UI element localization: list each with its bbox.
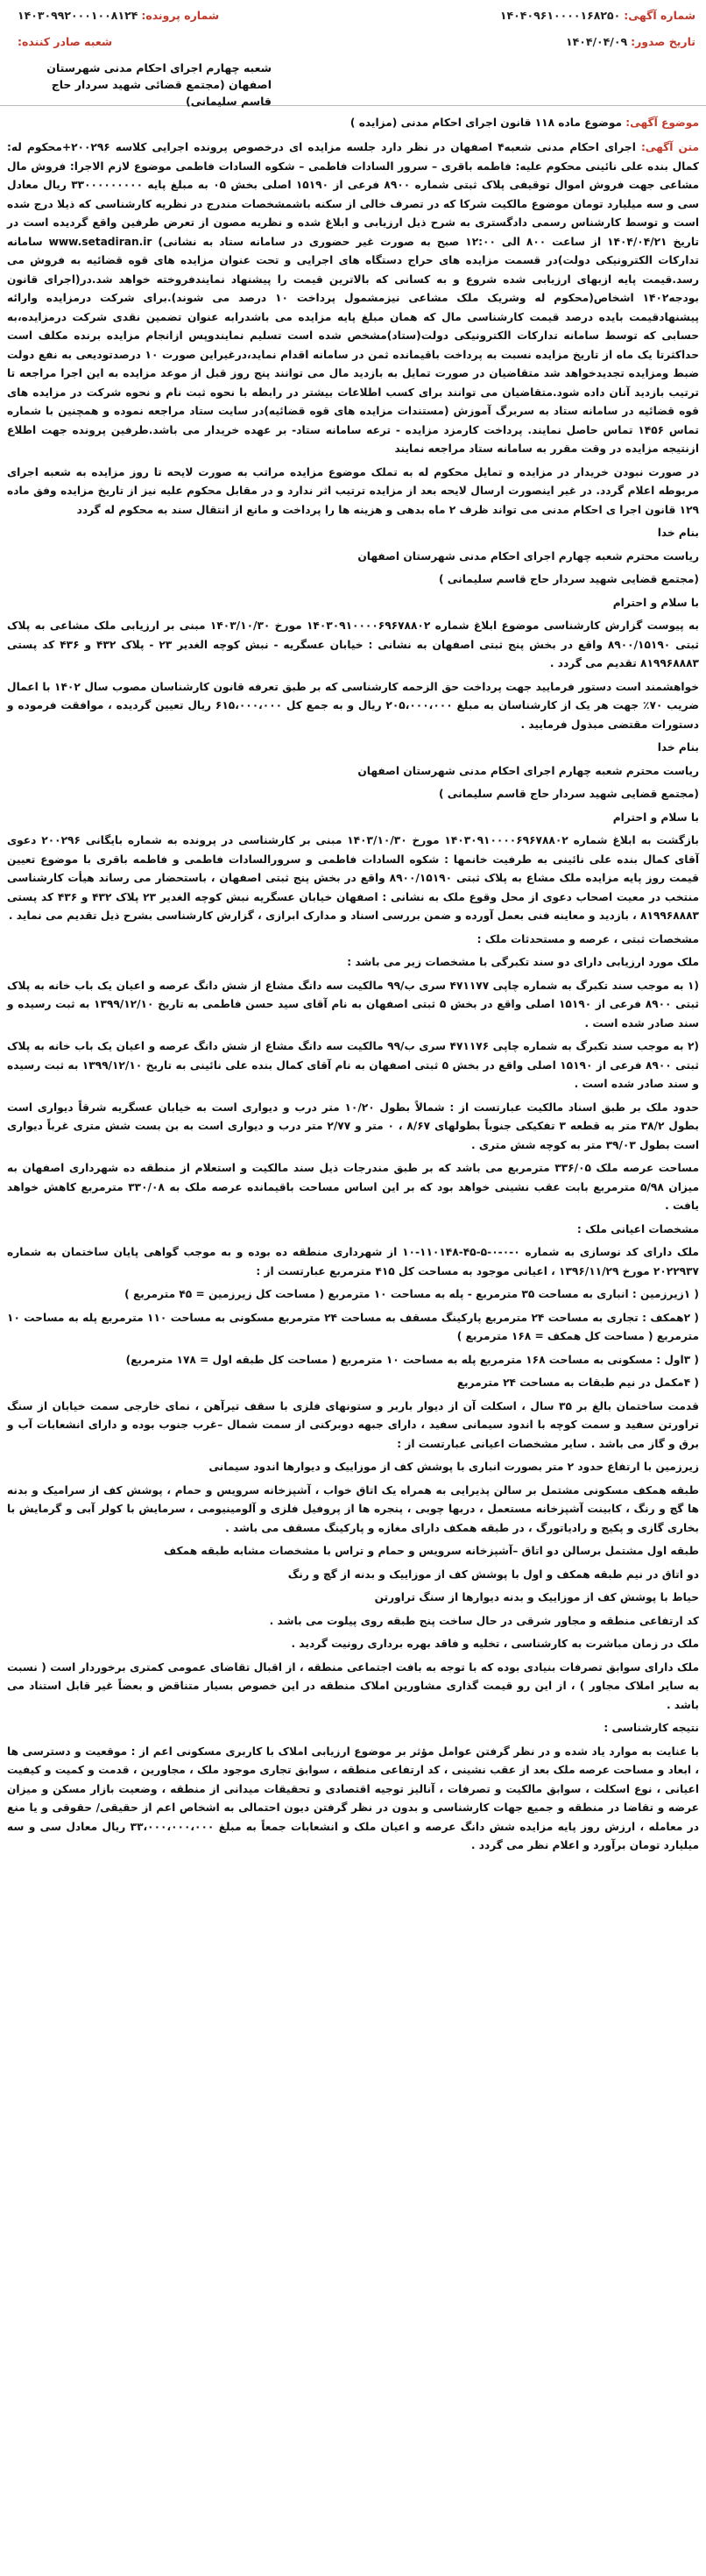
notice-body xyxy=(7,138,699,1856)
body-paragraph: ( ۳اول : مسکونی به مساحت ۱۶۸ مترمربع پله به مساحت ۱۰ مترمربع ( مساحت کل طبقه اول = ۱۷۸ مترمربع) xyxy=(125,1353,699,1366)
body-paragraph: کد ارتفاعی منطقه و مجاور شرقی در حال ساخت پنج طبقه روی پیلوت می باشد . xyxy=(269,1614,699,1627)
body-paragraph: ریاست محترم شعبه چهارم اجرای احکام مدنی شهرستان اصفهان xyxy=(357,549,699,563)
body-paragraph: (مجتمع قضایی شهید سردار حاج قاسم سلیمانی ) xyxy=(438,573,699,585)
body-paragraph: زیرزمین با ارتفاع حدود ۲ متر بصورت انباری با پوشش کف از موزاییک و دیوارها اندود سیمانی xyxy=(208,1461,699,1473)
body-paragraph: ریاست محترم شعبه چهارم اجرای احکام مدنی شهرستان اصفهان xyxy=(357,764,699,777)
body-paragraph: (۲ به موجب سند تکبرگ به شماره چاپی ۴۷۱۱۷۶ سری ب/۹۹ مالکیت سه دانگ مشاع از شش دانگ عرصه و اعیان یک باب خانه به پلاک ثبتی ۸۹۰۰ فرعی از ۱۵۱۹۰ اصلی واقع در بخش ۵ ثبتی اصفهان به نام آقای کمال بنده علی نائینی به تاریخ ۱۳۹۹/۱۲/۱۰ به ثبت رسیده و سند صادر شده است . xyxy=(7,1040,699,1090)
notice-header xyxy=(0,0,706,106)
body-paragraph: بازگشت به ابلاغ شماره ۱۴۰۳۰۹۱۰۰۰۰۶۹۶۷۸۸۰۲ مورخ ۱۴۰۳/۱۰/۳۰ مبنی بر کارشناسی در پرونده به شماره بایگانی ۲۰۰۲۹۶ دعوی آقای کمال بنده علی نائینی به طرفیت خانمها : شکوه السادات فاطمی و سرورالسادات فاطمی و فاطمه باقری با موضوع تعیین قیمت روز پایه مزایده ملک مشاع به پلاک ثبتی ۸۹۰۰/۱۵۱۹۰ واقع در بخش پنج ثبتی اصفهان ، باستحضار می رساند هیأت کارشناسی منتخب در معیت اصحاب دعوی از محل وقوع ملک به نشانی : اصفهان خیابان عسگریه نبش کوچه الغدیر ۲۳ پلاک ۴۳۲ و ۴۳۶ کد پستی ۸۱۹۹۶۸۸۸۳ ، بازدید و معاینه فنی بعمل آورده و ضمن بررسی اسناد و مدارک ابرازی ، گزارش کارشناسی بشرح ذیل تقدیم می نماید . xyxy=(7,834,699,922)
body-paragraph: بنام خدا xyxy=(657,741,699,754)
body-paragraph: مشخصات اعیانی ملک : xyxy=(576,1222,699,1235)
body-paragraph: (مجتمع قضایی شهید سردار حاج قاسم سلیمانی ) xyxy=(438,788,699,800)
body-paragraph: (۱ به موجب سند تکبرگ به شماره چاپی ۴۷۱۱۷۷ سری ب/۹۹ مالکیت سه دانگ مشاع از شش دانگ عرصه و اعیان یک باب خانه به پلاک ثبتی ۸۹۰۰ فرعی از ۱۵۱۹۰ اصلی واقع در بخش ۵ ثبتی اصفهان به نام آقای سید حسن فاطمی به تاریخ ۱۳۹۹/۱۲/۱۰ به ثبت رسیده و سند صادر شده است . xyxy=(7,979,700,1030)
notice-subject: موضوع آگهی: موضوع ماده ۱۱۸ قانون اجرای احکام مدنی (مزایده ) xyxy=(349,117,699,129)
body-paragraph: ( ۲همکف : تجاری به مساحت ۲۴ مترمربع پارکینگ مسقف به مساحت ۲۴ مترمربع مسکونی به مساحت ۱۱۰ مترمربع پله به مساحت ۱۰ مترمربع ( مساحت کل همکف = ۱۶۸ مترمربع ) xyxy=(7,1311,699,1342)
issuing-branch: شعبه چهارم اجرای احکام مدنی شهرستان اصفهان (مجتمع قضائی شهید سردار حاج قاسم سلیمانی) xyxy=(46,61,272,108)
body-paragraph: نتیجه کارشناسی : xyxy=(604,1722,699,1734)
body-paragraph: ملک دارای سوابق تصرفات بنیادی بوده که با توجه به بافت اجتماعی منطقه ، از اقبال تقاضای عمومی کمتری برخوردار است ( نسبت به سایر املاک مجاور ) ، از این رو قیمت گذاری مشاورین املاک منطقه در این خصوص بسیار متناقض و بعضاً غیر قابل استناد می باشد . xyxy=(7,1660,699,1711)
body-paragraph: ملک دارای کد نوسازی به شماره ۰-۰-۰-۵-۴۵-۱۱۰۱۴۸-۱۰ از شهرداری منطقه ده بوده و به موجب گواهی پایان ساختمان به شماره ۲۰۲۲۹۳۷ مورخ ۱۳۹۶/۱۱/۲۹ ، اعیانی موجود به مساحت کل ۴۱۵ مترمربع عبارتست از : xyxy=(7,1246,699,1277)
notice-content xyxy=(7,114,699,1860)
ad-number: شماره آگهی: ۱۴۰۴۰۹۶۱۰۰۰۰۱۶۸۲۵۰ xyxy=(499,9,695,22)
body-paragraph: طبقه همکف مسکونی مشتمل بر سالن پذیرایی به همراه یک اتاق خواب ، آشپزخانه سرویس و حمام ، پوشش کف از سرامیک و بدنه ها گچ و رنگ ، کابینت آشپزخانه مستعمل ، دربها چوبی ، پنجره ها از پروفیل فلزی و آلومینیومی ، سرمایش با کولر آبی و گرمایش با بخاری گازی و پکیج و رادیاتورگ ، در طبقه همکف دارای مغازه و پارکینگ مسقف می باشد . xyxy=(7,1483,699,1534)
body-paragraph: بنام خدا xyxy=(657,527,699,539)
body-paragraph: با سلام و احترام xyxy=(612,810,699,824)
body-paragraph: ملک مورد ارزیابی دارای دو سند تکبرگی با مشخصات زیر می باشد : xyxy=(347,956,699,968)
case-number: شماره پرونده: ۱۴۰۳۰۹۹۲۰۰۰۱۰۰۸۱۲۴ xyxy=(18,9,220,22)
body-paragraph: در صورت نبودن خریدار در مزایده و تمایل محکوم له به تملک موضوع مزایده مراتب به صورت لایحه تا روز مزایده به شعبه اجرای مربوطه اعلام گردد. در غیر اینصورت ارسال لایحه بعد از مزایده ترتیب اثر ندارد و در مقابل محکوم علیه نیز از تاریخ مزایده وفق ماده ۱۲۹ قانون اجرا ی احکام مدنی می تواند ظرف ۲ ماه بدهی و هزینه ها را پرداخت و مانع از انتقال سند به محکوم له گردد xyxy=(7,465,699,516)
issuing-branch-label: شعبه صادر کننده: xyxy=(18,35,113,48)
body-paragraph: با سلام و احترام xyxy=(612,596,699,609)
body-paragraph: ( ۴مکمل در نیم طبقات به مساحت ۲۴ مترمربع xyxy=(456,1376,699,1389)
body-paragraph: حدود ملک بر طبق اسناد مالکیت عبارتست از : شمالاً بطول ۱۰/۲۰ متر درب و دیواری است به خیابان عسگریه شرقاً دیواری است بطول ۳۸/۲ متر به قطعه ۳ تفکیکی جنوباً بطولهای ۸/۶۷ ، ۰ متر و ۲/۷۷ متر درب و دیواری است به بن بست شش متری غرباً دیواری است بطول ۳۹/۰۳ متر به کوچه شش متری . xyxy=(7,1100,699,1151)
body-paragraph: حیاط با پوشش کف از موزاییک و بدنه دیوارها از سنگ تراورتن xyxy=(374,1591,699,1603)
body-paragraph: متن آگهی: اجرای احکام مدنی شعبه۴ اصفهان در نظر دارد جلسه مزایده ای درخصوص پرونده اجرایی کلاسه ۲۰۰۲۹۶+محکوم له: کمال بنده علی نائینی محکوم علیه: فاطمه باقری – سرور السادات فاطمی – شکوه السادات فاطمی موضوع لازم الاجرا: فروش مال مشاعی جهت فروش اموال توقیفی پلاک ثبتی شماره ۸۹۰۰ فرعی از ۱۵۱۹۰ اصلی بخش ۰۵ به مبلغ پایه ۳۳۰۰۰۰۰۰۰۰۰ ریال معادل سی و سه میلیارد تومان موضوع مالکیت شرکا که در تصرف خالی از سکنه باشمشخصات مندرج در نظریه کارشناسی که ذیلا درج شده است و توسط کارشناس رسمی دادگستری به شرح ذیل ارزیابی و ابلاغ شده و نظریه مصون از تعرض طرفین واقع گردیده است در تاریخ ۱۴۰۴/۰۴/۲۱ از ساعت ۸۰۰ الی ۱۲:۰۰ صبح به صورت غیر حضوری در سامانه ستاد به نشانی) www.setadiran.ir سامانه تدارکات الکترونیکی دولت)در قسمت مزایده های حراج دستگاه های اجرایی و تحت عنوان مزایده های قوه قضائیه به فروش می رسد.قیمت پایه ازبهای ارزیابی شده شروع و به کسانی که بالاترین قیمت را پیشنهاد نمایندفروخته خواهد شد.در(اجرای قانون بودجه۱۴۰۲ اشخاص(محکوم له وشریک ملک مشاعی نیزمشمول پرداخت ۱۰ درصد می شوند).برای شرکت درمزایده وارائه پیشنهادقیمت بایده درصد قیمت کارشناسی مال که همان مبلغ پایه مزایده می باشدرابه عنوان تضمین نقدی شرکت درمزایده،به حسابی که توسط سامانه تدارکات الکترونیکی دولت(ستاد)مشخص شده است تسلیم نمایندوپس ازانجام مزایده برنده مکلف است حداکثرتا یک ماه از تاریخ مزایده نسبت به پرداخت باقیمانده ثمن در سامانه اقدام نماید،درغیراین صورت ۱۰ درصدتودیعی به نفع دولت ضبط ومزایده تجدیدخواهد شد متقاضیان در صورت تمایل به بازدید مال می توانند پنج روز قبل از موعد مزایده به این اجرا مراجعه تا ترتیب بازدید آنان داده شود.متقاضیان می توانند برای کسب اطلاعات بیشتر در رابطه با نحوه ثبت نام و نحوه شرکت در مزایده های قوه قضائیه در سامانه ستاد به سربرگ آموزش (مستندات مزایده های قوه قضائیه)در سایت ستاد مراجعه نموده و همچنین با شماره تماس ۱۴۵۶ تماس حاصل نمایند. پرداخت کارمزد مزایده - ترعه سامانه ستاد- بر عهده خریدار می باشد.طرفین پرونده جهت اطلاع ازنتیجه مزایده در وقت مقرر به سامانه ستاد مراجعه نمایند xyxy=(7,141,700,455)
body-paragraph: طبقه اول مشتمل برسالن دو اتاق –آشپزخانه سرویس و حمام و تراس با مشخصات مشابه طبقه همکف xyxy=(163,1545,699,1557)
body-paragraph: مساحت عرصه ملک ۳۳۶/۰۵ مترمربع می باشد که بر طبق مندرجات ذیل سند مالکیت و استعلام از منطقه ده شهرداری اصفهان به میزان ۵/۹۸ مترمربع بابت عقب نشینی خواهد بود که بر این اساس مساحت باقیمانده عرصه ملک به ۳۳۰/۰۸ مترمربع کاهش خواهد یافت . xyxy=(7,1162,699,1212)
body-paragraph: ملک در زمان مباشرت به کارشناسی ، تخلیه و فاقد بهره برداری رونیت گردید . xyxy=(291,1638,699,1650)
body-paragraph: خواهشمند است دستور فرمایید جهت پرداخت حق الزحمه کارشناسی که بر طبق تعرفه قانون کارشناسان مصوب سال ۱۴۰۲ با اعمال ضریب ۷۰٪ جهت هر یک از کارشناسان به مبلغ ۲۰۵،۰۰۰،۰۰۰ ریال و به جمع کل ۶۱۵،۰۰۰،۰۰۰ ریال تعیین گردیده ، موافقت فرموده و دستورات مقتضی مبذول فرمایید . xyxy=(7,680,699,731)
body-paragraph: دو اتاق در نیم طبقه همکف و اول با پوشش کف از موزاییک و بدنه از گچ و رنگ xyxy=(287,1568,699,1581)
body-paragraph: با عنایت به موارد یاد شده و در نظر گرفتن عوامل مؤثر بر موضوع ارزیابی املاک با کاربری مسکونی اعم از : موقعیت و دسترسی ها ، ابعاد و مساحت عرصه ملک بعد از عقب نشینی ، کد ارتفاعی منطقه ، سوابق تجاری موجود ملک ، مجاورین ، قدمت و کمیت و کیفیت اعیانی ، نوع اسکلت ، سوابق مالکیت و تصرفات ، آنالیز توجیه اقتصادی و تحقیقات میدانی از منطقه ، وضعیت بازار مسکن و میزان عرضه و تقاضا در منطقه و جمیع جهات کارشناسی و بدون در نظر گرفتن دیون احتمالی به اشخاص اعم از حقیقی/ حقوقی و یا منع در معامله ، ارزش روز پایه مزایده شش دانگ عرصه و اعیان ملک و انشعابات جمعاً به مبلغ ۳۳،۰۰۰،۰۰۰،۰۰۰ ریال معادل سی و سه میلیارد تومان برآورد و اعلام نظر می گردد . xyxy=(7,1744,699,1851)
body-paragraph: ( ۱زیرزمین : انباری به مساحت ۳۵ مترمربع - پله به مساحت ۱۰ مترمربع ( مساحت کل زیرزمین = ۴۵ مترمربع ) xyxy=(124,1288,699,1300)
body-paragraph: به پیوست گزارش کارشناسی موضوع ابلاغ شماره ۱۴۰۳۰۹۱۰۰۰۰۶۹۶۷۸۸۰۲ مورخ ۱۴۰۳/۱۰/۳۰ مبنی بر ارزیابی ملک مشاعی به پلاک ثبتی ۸۹۰۰/۱۵۱۹۰ واقع در بخش پنج ثبتی اصفهان به نشانی : خیابان عسگریه - نبش کوچه الغدیر ۲۳ - پلاک ۴۳۲ و ۴۳۶ کد پستی ۸۱۹۹۶۸۸۸۳ تقدیم می گردد . xyxy=(7,619,699,669)
body-paragraph: مشخصات ثبتی ، عرصه و مستحدثات ملک : xyxy=(477,932,699,945)
body-paragraph: قدمت ساختمان بالغ بر ۳۵ سال ، اسکلت آن از دیوار باربر و ستونهای فلزی با سقف تیرآهن ، نمای خارجی سمت خیابان از سنگ تراورتن سفید و سمت کوچه با اندود سیمانی سفید ، دارای جبهه دوبرکنی از سمت شمال –غرب جنوب بوده و دارای انشعابات آب و برق و گاز می باشد . سایر مشخصات اعیانی عبارتست از : xyxy=(7,1399,699,1450)
issue-date: تاریخ صدور: ۱۴۰۴/۰۴/۰۹ xyxy=(565,35,695,48)
